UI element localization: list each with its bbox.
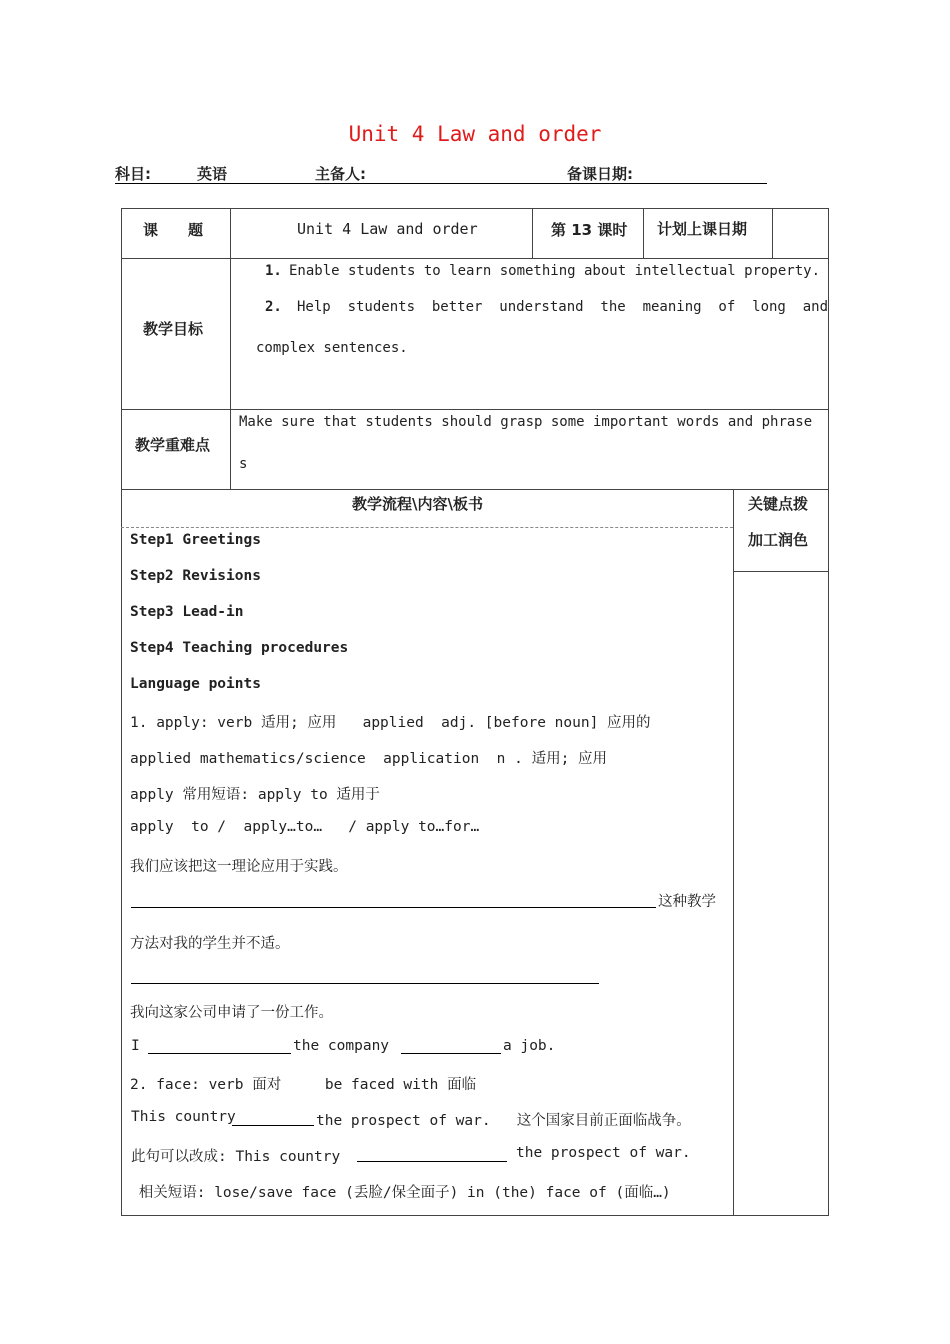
side-header-2: 加工润色 bbox=[748, 531, 809, 549]
exercise-sentence-3: 我向这家公司申请了一份工作。 bbox=[130, 1005, 333, 1021]
col-divider bbox=[532, 208, 533, 258]
preparer-label: 主备人: bbox=[315, 165, 366, 183]
fill-in-start: I bbox=[131, 1038, 140, 1054]
fill-in-end: a job. bbox=[503, 1038, 556, 1054]
step-revisions: Step2 Revisions bbox=[130, 568, 261, 584]
answer-blank bbox=[131, 907, 656, 908]
face-phrases: 相关短语: lose/save face (丢脸/保全面子) in (the) face of (面临…) bbox=[130, 1185, 671, 1201]
face-example-end: the prospect of war. 这个国家目前正面临战争。 bbox=[316, 1113, 691, 1129]
objective-2: Help students better understand the meaning of long and bbox=[297, 299, 829, 315]
side-divider bbox=[733, 571, 829, 572]
topic-label: 课 题 bbox=[143, 221, 204, 239]
objective-2-continued: complex sentences. bbox=[256, 340, 408, 356]
applied-example: applied mathematics/science application n . 适用; 应用 bbox=[130, 751, 608, 767]
fill-in-blank bbox=[401, 1053, 501, 1054]
apply-definition: 1. apply: verb 适用; 应用 applied adj. [before noun] 应用的 bbox=[130, 715, 651, 731]
fill-in-blank bbox=[148, 1053, 291, 1054]
keypoints-label: 教学重难点 bbox=[135, 436, 211, 454]
dashed-divider bbox=[121, 527, 733, 528]
exercise-sentence-2-end: 方法对我的学生并不适。 bbox=[130, 936, 290, 952]
col-divider bbox=[772, 208, 773, 258]
process-header: 教学流程\内容\板书 bbox=[352, 495, 483, 513]
objective-1: Enable students to learn something about intellectual property. bbox=[289, 263, 821, 279]
date-label: 备课日期: bbox=[567, 165, 633, 183]
step-lead-in: Step3 Lead-in bbox=[130, 604, 244, 620]
rewrite-start: 此句可以改成: This country bbox=[131, 1149, 341, 1165]
fill-in-middle: the company bbox=[293, 1038, 390, 1054]
exercise-sentence-1: 我们应该把这一理论应用于实践。 bbox=[130, 859, 348, 875]
exercise-sentence-2-start: 这种教学 bbox=[658, 894, 716, 910]
col-divider bbox=[643, 208, 644, 258]
face-example-start: This country bbox=[131, 1109, 236, 1125]
row-divider bbox=[121, 258, 829, 259]
rewrite-end: the prospect of war. bbox=[516, 1145, 691, 1161]
apply-phrases: apply 常用短语: apply to 适用于 bbox=[130, 787, 380, 803]
face-definition: 2. face: verb 面对 be faced with 面临 bbox=[130, 1077, 477, 1093]
objectives-label: 教学目标 bbox=[143, 320, 204, 338]
objective-2-number: 2. bbox=[265, 299, 282, 315]
step-teaching-procedures: Step4 Teaching procedures bbox=[130, 640, 349, 656]
fill-in-blank bbox=[357, 1161, 507, 1162]
page-title: Unit 4 Law and order bbox=[348, 122, 602, 146]
topic-value: Unit 4 Law and order bbox=[297, 220, 478, 238]
answer-blank bbox=[131, 983, 599, 984]
lesson-number: 第 13 课时 bbox=[551, 221, 628, 239]
row-divider bbox=[121, 409, 829, 410]
objective-1-number: 1. bbox=[265, 263, 282, 279]
keypoints-text-continued: s bbox=[239, 456, 248, 472]
fill-in-blank bbox=[232, 1125, 314, 1126]
header-meta bbox=[115, 163, 767, 184]
subject-value: 英语 bbox=[197, 165, 228, 183]
language-points-heading: Language points bbox=[130, 676, 261, 692]
step-greetings: Step1 Greetings bbox=[130, 532, 261, 548]
keypoints-text: Make sure that students should grasp some important words and phrase bbox=[239, 414, 813, 430]
apply-patterns: apply to / apply…to… / apply to…for… bbox=[130, 819, 480, 835]
col-divider bbox=[733, 489, 734, 1216]
subject-label: 科目: bbox=[115, 165, 151, 183]
col-divider bbox=[230, 208, 231, 489]
row-divider bbox=[121, 489, 829, 490]
planned-date-label: 计划上课日期 bbox=[657, 220, 748, 238]
side-header-1: 关键点拨 bbox=[748, 495, 809, 513]
